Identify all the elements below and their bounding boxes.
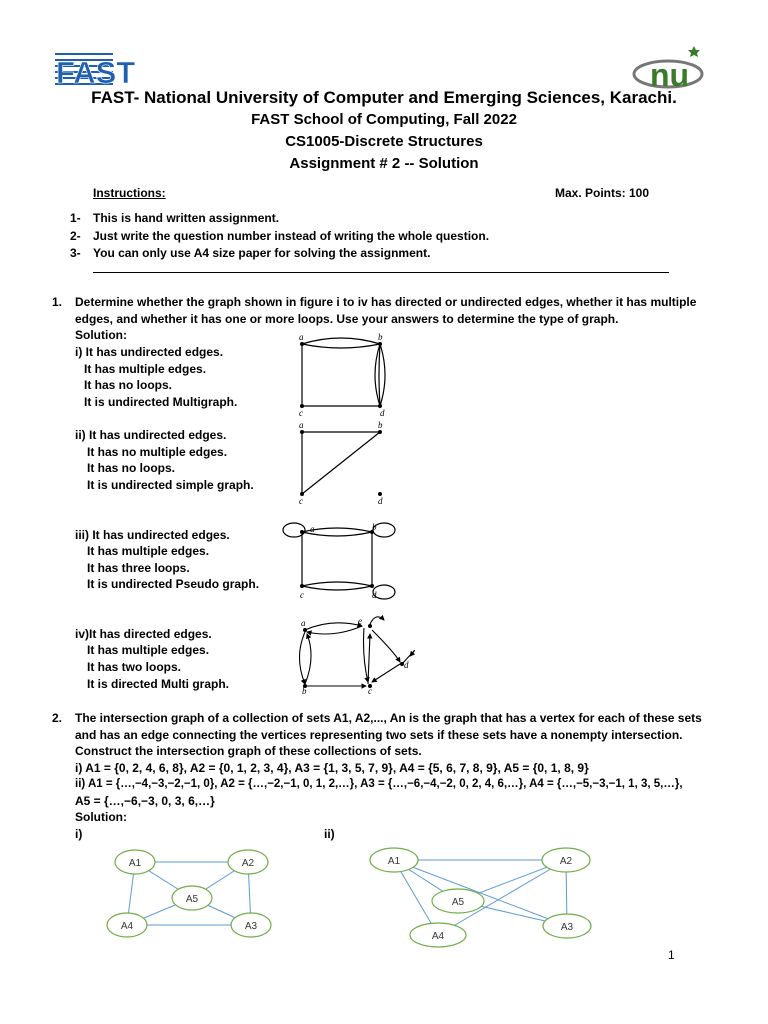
intersection-graph-ii [370,843,610,953]
q1-question-line1: Determine whether the graph shown in figure i to iv has directed or undirected edges, whether it has multiple [75,295,697,309]
vertex-label-a: a [299,332,304,342]
q1-ii-line1: ii) It has undirected edges. [75,428,227,442]
vertex-label-a: a [310,524,315,534]
fast-logo-text: FAST [56,55,136,90]
vertex-label-c: c [300,590,304,600]
q2-line3: Construct the intersection graph of these collections of sets. [75,744,422,758]
q2-number: 2. [52,711,63,725]
vertex-label-d: d [380,408,385,418]
q2-line6: A5 = {…,−6,−3, 0, 3, 6,…} [75,794,215,808]
graph-i [290,330,410,420]
intersection-graph-i [110,845,280,945]
node-a3: A3 [560,922,574,933]
page-number: 1 [668,948,675,962]
vertex-label-e: e [358,616,362,626]
q1-i-line2: It has multiple edges. [84,362,207,376]
q1-iv-line4: It is directed Multi graph. [87,677,230,691]
node-a4: A4 [120,921,134,932]
q1-iv-line2: It has multiple edges. [87,643,210,657]
instruction-item-3: You can only use A4 size paper for solving the assignment. [93,246,431,260]
vertex-label-b: b [378,332,383,342]
vertex-label-b: b [378,420,383,430]
node-a3: A3 [244,921,258,932]
fast-logo [55,50,136,90]
q1-i-line3: It has no loops. [84,378,173,392]
q1-number: 1. [52,295,63,309]
instruction-item-1: This is hand written assignment. [93,211,280,225]
vertex-label-d: d [404,660,409,670]
graph-iii [280,518,410,608]
node-a5: A5 [451,897,465,908]
instruction-num-2: 2- [70,229,81,243]
assignment-title: Assignment # 2 -- Solution [289,155,479,172]
q2-line2: and has an edge connecting the vertices representing two sets if these sets have a nonempty intersection. [75,728,683,742]
node-a2: A2 [241,858,255,869]
q2-line5: ii) A1 = {…,−4,−3,−2,−1, 0}, A2 = {…,−2,−1, 0, 1, 2,…}, A3 = {…,−6,−4,−2, 0, 2, 4, 6,…}, A4 = {…,−5,−3,−1, 1, 3, 5,…}, [75,778,683,790]
graph-ii [290,420,400,510]
q1-iii-line1: iii) It has undirected edges. [75,528,230,542]
q2-part-ii-label: ii) [324,827,335,841]
node-a2: A2 [559,856,573,867]
node-a1: A1 [128,858,142,869]
school-title: FAST School of Computing, Fall 2022 [251,111,517,128]
q1-question-line2: edges, and whether it has one or more loops. Use your answers to determine the type of graph. [75,312,619,326]
vertex-label-d: d [372,590,377,600]
q1-i-line4: It is undirected Multigraph. [84,395,238,409]
vertex-label-b: b [302,686,307,696]
node-a4: A4 [431,931,445,942]
q1-ii-line3: It has no loops. [87,461,176,475]
course-title: CS1005-Discrete Structures [285,133,483,150]
university-title: FAST- National University of Computer and Emerging Sciences, Karachi. [91,88,677,107]
instruction-num-3: 3- [70,246,81,260]
vertex-label-a: a [299,420,304,430]
node-a1: A1 [387,856,401,867]
vertex-label-c: c [368,686,372,696]
instructions-label: Instructions: [93,186,166,200]
q1-iii-line4: It is undirected Pseudo graph. [87,577,260,591]
instruction-num-1: 1- [70,211,81,225]
nu-logo [630,40,710,92]
q1-iv-line1: iv)It has directed edges. [75,627,212,641]
q1-ii-line4: It is undirected simple graph. [87,478,254,492]
vertex-label-c: c [299,496,303,506]
vertex-label-c: c [299,408,303,418]
graph-iv [290,612,430,694]
q2-part-i-label: i) [75,827,83,841]
q1-i-line1: i) It has undirected edges. [75,345,224,359]
q1-iii-line3: It has three loops. [87,561,190,575]
max-points: Max. Points: 100 [555,186,650,200]
vertex-label-a: a [301,618,306,628]
nu-logo-text: nu [650,57,690,93]
q2-line1: The intersection graph of a collection of sets A1, A2,..., An is the graph that has a vertex for each of these sets [75,711,702,725]
q1-iv-line3: It has two loops. [87,660,182,674]
q1-solution-label: Solution: [75,328,127,342]
q1-ii-line2: It has no multiple edges. [87,445,228,459]
vertex-label-b: b [372,522,377,532]
q2-line4: i) A1 = {0, 2, 4, 6, 8}, A2 = {0, 1, 2, 3, 4}, A3 = {1, 3, 5, 7, 9}, A4 = {5, 6, 7, 8, 9}, A5 = {0, 1, 8, 9} [75,761,589,775]
instruction-item-2: Just write the question number instead of writing the whole question. [93,229,490,243]
q1-iii-line2: It has multiple edges. [87,544,210,558]
q2-solution-label: Solution: [75,810,127,824]
node-a5: A5 [185,894,199,905]
vertex-label-d: d [378,496,383,506]
divider [93,272,669,273]
